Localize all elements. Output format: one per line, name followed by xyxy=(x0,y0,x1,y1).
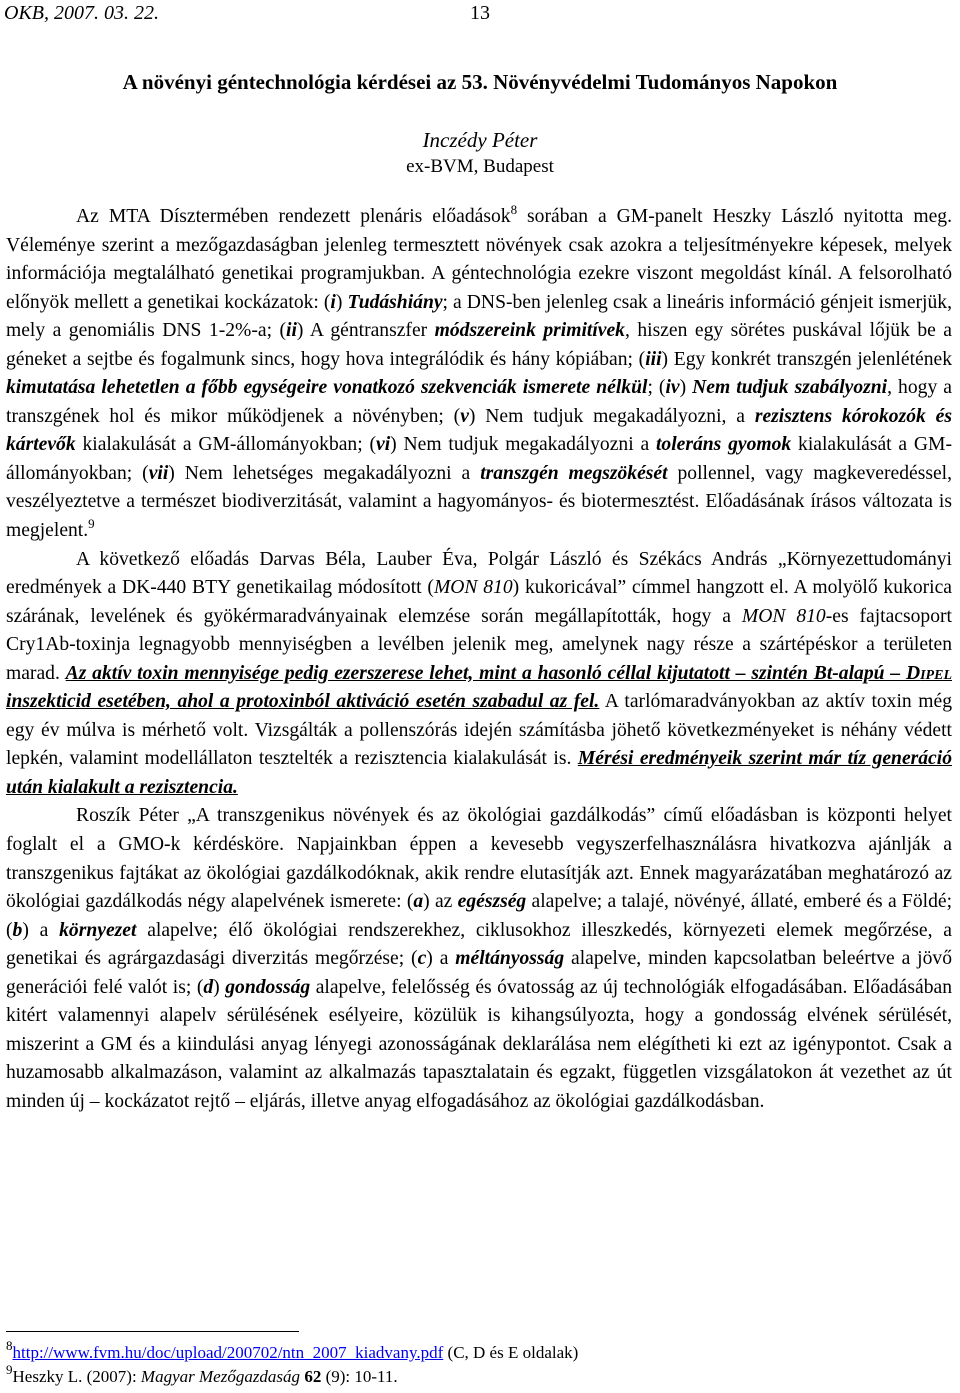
footnote-ref-9[interactable]: 9 xyxy=(88,516,95,532)
footnote-8: $^8$http://www.fvm.hu/doc/upload/200702/ntn_2007_kiadvany.pdf (C, D és E oldalak) xyxy=(6,1338,579,1362)
article-body xyxy=(6,203,952,1117)
running-head: OKB, 2007. 03. 22. xyxy=(4,2,159,24)
footnote-9: $^9$Heszky L. (2007): Magyar Mezőgazdaság 62 (9): 10-11. xyxy=(6,1362,398,1386)
paragraph-heszky: Az MTA Dísztermében rendezett plenáris előadások$^8$ sorában a GM-panelt Heszky László nyitotta meg. Véleménye szerint a mezőgazdaságban jelenleg termesztett növények csak azokra a teljesítményekre képesek, melyek információja megtalálható genetikai programjukban. A géntechnológia ezekre viszont megoldást kínál. A felsorolható előnyök mellett a genetikai kockázatok: (i) Tudáshiány; a DNS-ben jelenleg csak a lineáris információ génjeit ismerjük, mely a genomiális DNS 1-2%-a; (ii) A géntranszfer módszereink primitívek, hiszen egy sörétes puskával lőjük be a géneket a sejtbe és fogalmunk sincs, hogy hova integrálódik és hány kópiában; (iii) Egy konkrét transzgén jelenlétének kimutatása lehetetlen a főbb egységeire vonatkozó szekvenciák ismerete nélkül; (iv) Nem tudjuk szabályozni, hogy a transzgének hol és mikor működjenek a növényben; (v) Nem tudjuk megakadályozni, a rezisztens kórokozók és kártevők kialakulását a GM-állományokban; (vi) Nem tudjuk megakadályozni a toleráns gyomok kialakulását a GM-állományokban; (vii) Nem lehetséges megakadályozni a transzgén megszökését pollennel, vagy magkeveredéssel, veszélyeztetve a természet biodiverzitását, valamint a hagyományos- és biotermesztést. Előadásának írásos változata is megjelent.$^9$ xyxy=(6,202,953,542)
footnote-separator xyxy=(6,1331,299,1332)
footnote-8-link[interactable]: http://www.fvm.hu/doc/upload/200702/ntn_2007_kiadvany.pdf xyxy=(12,1343,444,1362)
paragraph-darvas: A következő előadás Darvas Béla, Lauber Éva, Polgár László és Székács András „Környezettudományi eredmények a DK-440 BTY genetikailag módosított (MON 810) kukoricával” címmel hangzott el. A molyölő kukorica szárának, levelének és gyökérmaradványainak elemzése során megállapították, hogy a MON 810-es fajtacsoport Cry1Ab-toxinja legnagyobb mennyiségben a levélben jelenik meg, amelynek nagy része a szártépéskor a területen marad. Az aktív toxin mennyisége pedig ezerszerese lehet, mint a hasonló céllal kijutatott – szintén Bt-alapú – Dipel inszekticid esetében, ahol a protoxinból aktiváció esetén szabadul az fel. A tarlómaradványokban az aktív toxin még egy év múlva is mérhető volt. Vizsgálták a pollenszórás idején számításba jöhető következményeket is néhány védett lepkén, valamint modellállaton tesztelték a rezisztencia kialakulását is. Mérési eredményeik szerint már tíz generáció után kialakult a rezisztencia. xyxy=(6,548,953,798)
author-affiliation: ex-BVM, Budapest xyxy=(406,156,554,177)
footnotes xyxy=(6,1338,956,1389)
page-number: 13 xyxy=(470,2,490,24)
article-title: A növényi géntechnológia kérdései az 53. Növényvédelmi Tudományos Napokon xyxy=(122,70,838,94)
author-name: Inczédy Péter xyxy=(422,128,538,152)
footnote-ref-8[interactable]: 8 xyxy=(510,202,518,217)
paragraph-roszik: Roszík Péter „A transzgenikus növények és az ökológiai gazdálkodás” című előadásban is központi helyet foglalt el a GMO-k kérdésköre. Napjainkban éppen a kevesebb vegyszerfelhasználásra hivatkozva ajánlják a transzgenikus fajtákat az ökológiai gazdálkodóknak, akik rendre elutasítják azt. Ennek magyarázatában meghatározó az ökológiai gazdálkodás négy alapelvének ismerete: (a) az egészség alapelve; a talajé, növényé, állaté, emberé és a Földé; (b) a környezet alapelve; élő ökológiai rendszerekhez, ciklusokhoz illeszkedés, környezeti elemek megőrzése, a genetikai és agrárgazdasági diverzitás megőrzése; (c) a méltányosság alapelve, minden kapcsolatban beleértve a jövő generációi felé valót is; (d) gondosság alapelve, felelősség és óvatosság az új technológiák elfogadásában. Előadásában kitért valamennyi alapelv sérülésének esélyeire, közülük is kihangsúlyozta, hogy a gondosság elvének sérülését, miszerint a GM és a kiindulási anyag lényegi azonosságának deklarálása nem elégítheti ki ezt az igénypontot. Csak a huzamosabb alkalmazáson, valamint az alkalmazás tapasztalatain és egzakt, független vizsgálatokon át vezethet az út minden új – kockázatot rejtő – eljárás, illetve anyag elfogadásához az ökológiai gazdálkodásban. xyxy=(6,805,953,1112)
